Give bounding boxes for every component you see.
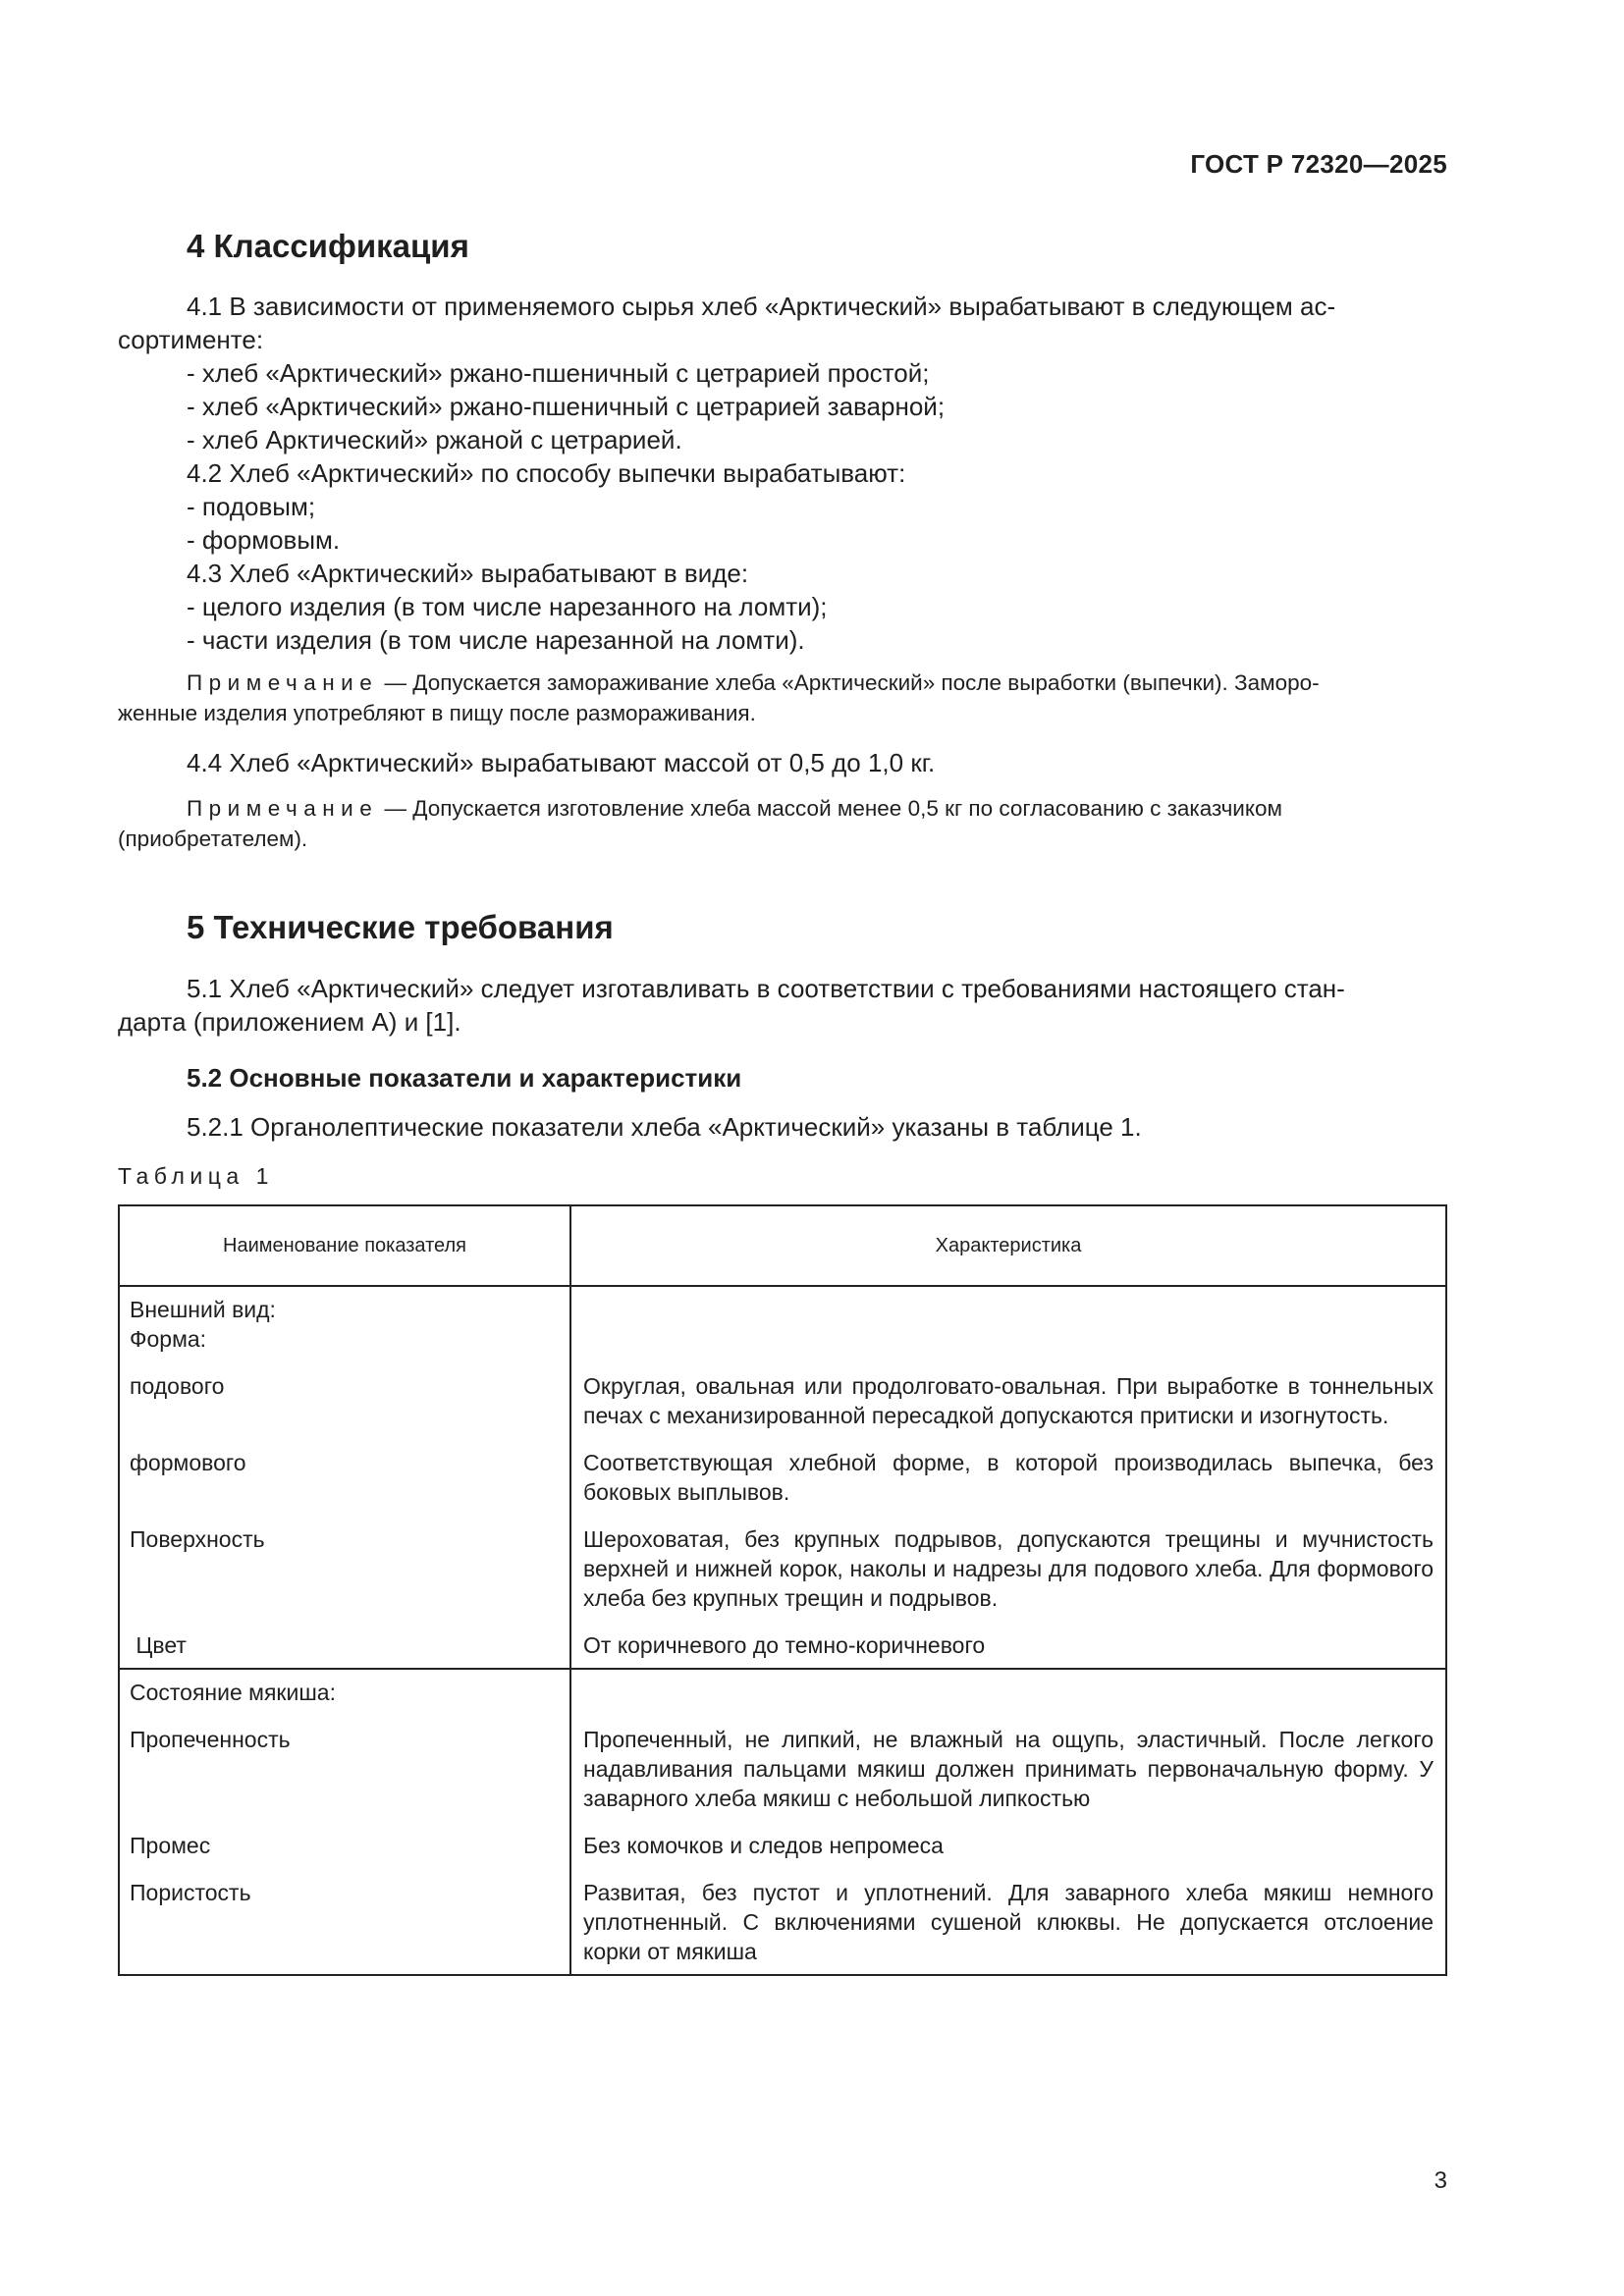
table-header-row [119, 1205, 1446, 1286]
paragraph-5-1-cont: дарта (приложением А) и [1]. [118, 1007, 461, 1037]
header-indicator-name: Наименование показателя [119, 1205, 570, 1286]
note-2-cont: (приобретателем). [118, 827, 308, 851]
table-row [119, 1354, 1446, 1430]
section-4-title: 4 Классификация [187, 228, 469, 264]
subsection-5-2-title: 5.2 Основные показатели и характеристики [187, 1063, 742, 1093]
indicator-cell: Пропеченность [119, 1707, 570, 1813]
note-1-label: Примечание [187, 670, 379, 695]
document-code: ГОСТ Р 72320—2025 [1190, 149, 1447, 179]
paragraph-4-3: 4.3 Хлеб «Арктический» вырабатывают в виде: [187, 559, 749, 588]
indicator-cell: Пористость [119, 1860, 570, 1975]
indicator-cell: Поверхность [119, 1507, 570, 1613]
characteristic-cell: Развитая, без пустот и уплотнений. Для заварного хлеба мякиш немного уплотненный. С включениями сушеной клюквы. Не допускается отслоение корки от мякиша [570, 1860, 1446, 1975]
paragraph-4-4: 4.4 Хлеб «Арктический» вырабатывают массой от 0,5 до 1,0 кг. [187, 748, 936, 777]
characteristic-cell: Соответствующая хлебной форме, в которой производилась выпечка, без боковых выплывов. [570, 1430, 1446, 1507]
table-caption: Таблица 1 [118, 1163, 274, 1189]
characteristic-cell [570, 1286, 1446, 1354]
paragraph-5-1-lead: 5.1 Хлеб «Арктический» следует изготавливать в соответствии с требованиями настоящего стан- [187, 974, 1345, 1003]
indicator-cell: Промес [119, 1813, 570, 1860]
table-row [119, 1860, 1446, 1975]
note-2-label: Примечание [187, 796, 379, 821]
indicator-cell: Состояние мякиша: [119, 1669, 570, 1707]
note-1-text: — Допускается замораживание хлеба «Арктический» после выработки (выпечки). Заморо- [378, 670, 1320, 695]
paragraph-4-1-cont: сортименте: [118, 325, 264, 354]
table-row [119, 1707, 1446, 1813]
list-item: - хлеб Арктический» ржаной с цетрарией. [187, 425, 682, 454]
indicator-cell: Внешний вид: Форма: [119, 1286, 570, 1354]
list-item: - хлеб «Арктический» ржано-пшеничный с цетрарией заварной; [187, 392, 946, 421]
note-2-text: — Допускается изготовление хлеба массой менее 0,5 кг по согласованию с заказчиком [378, 796, 1282, 821]
characteristic-cell [570, 1669, 1446, 1707]
indicator-cell: формового [119, 1430, 570, 1507]
paragraph-5-2-1: 5.2.1 Органолептические показатели хлеба «Арктический» указаны в таблице 1. [187, 1112, 1142, 1142]
table-row [119, 1286, 1446, 1354]
table-row [119, 1813, 1446, 1860]
list-item: - формовым. [187, 525, 341, 555]
characteristic-cell: Без комочков и следов непромеса [570, 1813, 1446, 1860]
list-item: - части изделия (в том числе нарезанной на ломти). [187, 625, 805, 655]
paragraph-4-1 [118, 290, 1447, 356]
indicator-cell: подового [119, 1354, 570, 1430]
note-1 [118, 667, 1447, 728]
list-item: - целого изделия (в том числе нарезанного на ломти); [187, 592, 828, 621]
organoleptic-table [118, 1204, 1447, 1976]
characteristic-cell: От коричневого до темно-коричневого [570, 1613, 1446, 1669]
list-item: - хлеб «Арктический» ржано-пшеничный с цетрарией простой; [187, 358, 930, 388]
indicator-cell: Цвет [119, 1613, 570, 1669]
note-1-cont: женные изделия употребляют в пищу после размораживания. [118, 701, 756, 725]
characteristic-cell: Шероховатая, без крупных подрывов, допускаются трещины и мучнистость верхней и нижней корок, наколы и надрезы для подового хлеба. Для формового хлеба без крупных трещин и подрывов. [570, 1507, 1446, 1613]
characteristic-cell: Пропеченный, не липкий, не влажный на ощупь, эластичный. После легкого надавливания пальцами мякиш должен принимать первоначальную форму. У заварного хлеба мякиш с небольшой липкостью [570, 1707, 1446, 1813]
paragraph-4-1-lead: 4.1 В зависимости от применяемого сырья хлеб «Арктический» вырабатывают в следующем ас- [187, 292, 1336, 321]
table-row [119, 1507, 1446, 1613]
page-number: 3 [1434, 2167, 1447, 2194]
table-row [119, 1613, 1446, 1669]
paragraph-5-1 [118, 972, 1447, 1039]
table-row [119, 1430, 1446, 1507]
header-characteristic: Характеристика [570, 1205, 1446, 1286]
list-item: - подовым; [187, 492, 316, 521]
characteristic-cell: Округлая, овальная или продолговато-овальная. При выработке в тоннельных печах с механизированной пересадкой допускаются притиски и изогнутость. [570, 1354, 1446, 1430]
note-2 [118, 793, 1447, 854]
table-row [119, 1669, 1446, 1707]
section-5-title: 5 Технические требования [187, 909, 614, 945]
paragraph-4-2: 4.2 Хлеб «Арктический» по способу выпечки вырабатывают: [187, 458, 906, 488]
